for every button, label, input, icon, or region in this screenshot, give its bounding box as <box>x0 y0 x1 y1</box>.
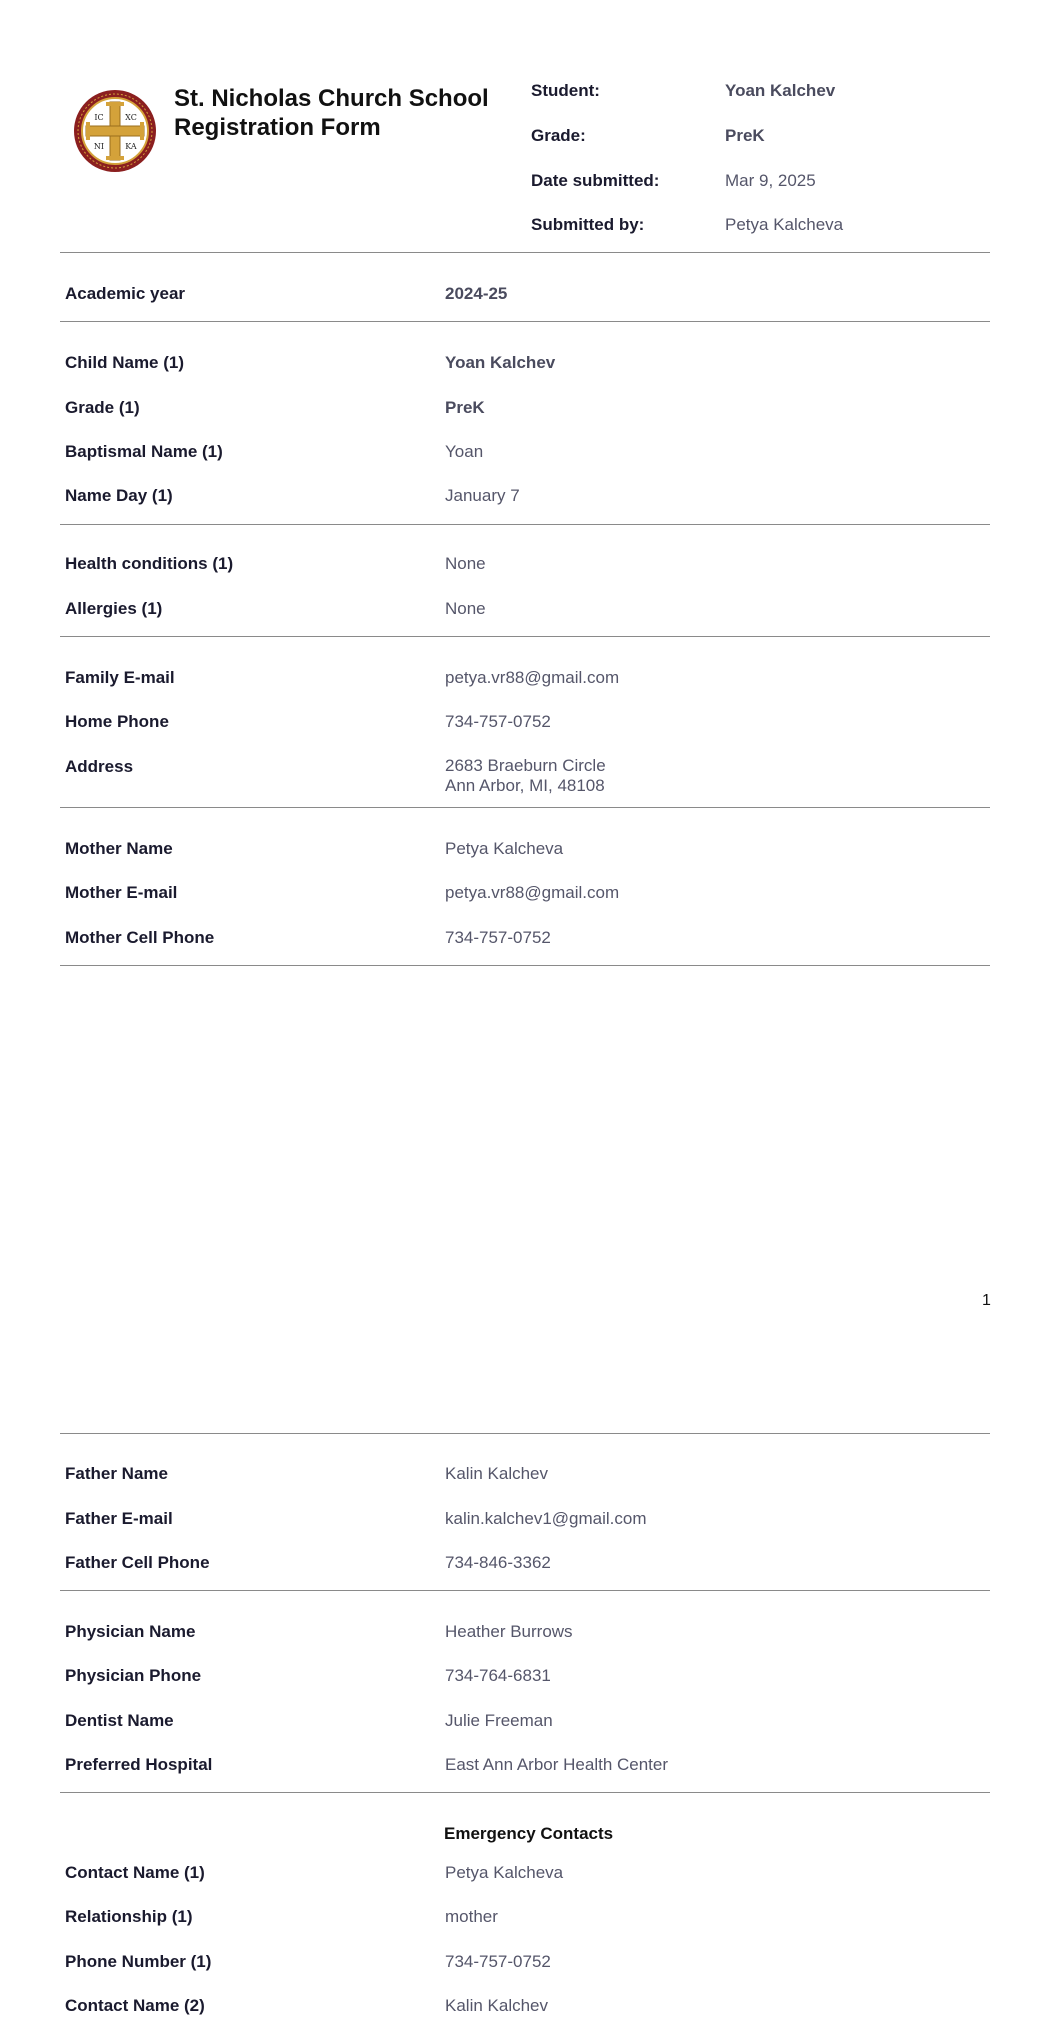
field-value: January 7 <box>445 486 520 505</box>
field-label: Mother Cell Phone <box>65 928 215 947</box>
form-title <box>174 84 514 142</box>
field-family-email <box>65 667 990 689</box>
header-value: PreK <box>725 126 765 145</box>
field-value: 734-757-0752 <box>445 712 551 731</box>
field-value: Yoan <box>445 442 484 461</box>
field-value: Yoan Kalchev <box>445 353 556 372</box>
header-label: Grade: <box>531 126 586 145</box>
field-label: Family E-mail <box>65 668 175 687</box>
field-value: Kalin Kalchev <box>445 1996 549 2015</box>
divider <box>60 965 990 966</box>
field-phone-number-1 <box>65 1951 990 1973</box>
field-value: petya.vr88@gmail.com <box>445 883 620 902</box>
divider <box>60 1792 990 1793</box>
field-grade <box>65 397 990 419</box>
field-value: Kalin Kalchev <box>445 1464 549 1483</box>
logo-text-br: KA <box>125 142 137 151</box>
field-label: Health conditions (1) <box>65 554 234 573</box>
field-label: Allergies (1) <box>65 599 163 618</box>
field-mother-name <box>65 838 990 860</box>
field-child-name <box>65 352 990 374</box>
field-physician-phone <box>65 1665 990 1687</box>
header-value: Petya Kalcheva <box>725 215 844 234</box>
header-label: Date submitted: <box>531 171 660 190</box>
field-label: Academic year <box>65 284 186 303</box>
title-line-1: St. Nicholas Church School <box>174 85 489 112</box>
header-field-submitted-by <box>531 214 991 236</box>
field-value: 734-846-3362 <box>445 1553 551 1572</box>
field-label: Father E-mail <box>65 1509 173 1528</box>
divider <box>60 252 990 253</box>
field-value: 2024-25 <box>445 284 508 303</box>
header-field-grade <box>531 125 991 147</box>
field-value: None <box>445 599 486 618</box>
field-value: None <box>445 554 486 573</box>
logo-text-tl: IC <box>94 113 104 122</box>
field-health-conditions <box>65 553 990 575</box>
field-baptismal-name <box>65 441 990 463</box>
divider <box>60 636 990 637</box>
field-name-day <box>65 485 990 507</box>
field-value: Heather Burrows <box>445 1622 573 1641</box>
field-label: Home Phone <box>65 712 169 731</box>
field-value: mother <box>445 1907 498 1926</box>
field-label: Relationship (1) <box>65 1907 193 1926</box>
field-contact-name-2 <box>65 1995 990 2017</box>
title-line-2: Registration Form <box>174 114 381 141</box>
field-label: Contact Name (2) <box>65 1996 205 2015</box>
field-value: East Ann Arbor Health Center <box>445 1755 669 1774</box>
field-label: Physician Phone <box>65 1666 202 1685</box>
emergency-contacts-heading: Emergency Contacts <box>444 1824 614 1843</box>
field-label: Father Name <box>65 1464 168 1483</box>
field-label: Father Cell Phone <box>65 1553 210 1572</box>
logo-text-bl: NI <box>93 142 105 151</box>
field-contact-name-1 <box>65 1862 990 1884</box>
field-label: Address <box>65 757 134 776</box>
field-value: PreK <box>445 398 485 417</box>
divider <box>60 807 990 808</box>
field-father-name <box>65 1463 990 1485</box>
field-label: Phone Number (1) <box>65 1952 212 1971</box>
field-value: Petya Kalcheva <box>445 1863 564 1882</box>
header-field-date-submitted <box>531 170 991 192</box>
field-mother-cell-phone <box>65 927 990 949</box>
field-mother-email <box>65 882 990 904</box>
church-seal-logo <box>72 88 158 174</box>
field-label: Mother Name <box>65 839 173 858</box>
field-label: Baptismal Name (1) <box>65 442 223 461</box>
field-value: 734-757-0752 <box>445 1952 551 1971</box>
field-label: Grade (1) <box>65 398 140 417</box>
field-value: petya.vr88@gmail.com <box>445 668 620 687</box>
field-value: Julie Freeman <box>445 1711 553 1730</box>
field-father-email <box>65 1508 990 1530</box>
field-home-phone <box>65 711 990 733</box>
field-label: Preferred Hospital <box>65 1755 213 1774</box>
divider <box>60 1590 990 1591</box>
logo-text-tr: XC <box>125 113 137 122</box>
field-value: 2683 Braeburn Circle Ann Arbor, MI, 48108 <box>445 756 606 795</box>
field-value: 734-757-0752 <box>445 928 551 947</box>
field-label: Child Name (1) <box>65 353 185 372</box>
field-label: Mother E-mail <box>65 883 178 902</box>
field-value: kalin.kalchev1@gmail.com <box>445 1509 647 1528</box>
divider <box>60 524 990 525</box>
field-value: 734-764-6831 <box>445 1666 551 1685</box>
header-value: Mar 9, 2025 <box>725 171 816 190</box>
field-label: Physician Name <box>65 1622 196 1641</box>
field-relationship-1 <box>65 1906 990 1928</box>
field-physician-name <box>65 1621 990 1643</box>
header-field-student <box>531 80 991 102</box>
field-address <box>65 756 990 800</box>
field-label: Contact Name (1) <box>65 1863 205 1882</box>
header-label: Submitted by: <box>531 215 645 234</box>
field-value: Petya Kalcheva <box>445 839 564 858</box>
field-father-cell-phone <box>65 1552 990 1574</box>
divider <box>60 1433 990 1434</box>
divider <box>60 321 990 322</box>
field-allergies <box>65 598 990 620</box>
field-academic-year <box>65 283 990 305</box>
page-number: 1 <box>982 1292 991 1309</box>
header-value: Yoan Kalchev <box>725 81 836 100</box>
header-label: Student: <box>531 81 600 100</box>
field-dentist-name <box>65 1710 990 1732</box>
field-preferred-hospital <box>65 1754 990 1776</box>
field-label: Name Day (1) <box>65 486 173 505</box>
field-label: Dentist Name <box>65 1711 174 1730</box>
